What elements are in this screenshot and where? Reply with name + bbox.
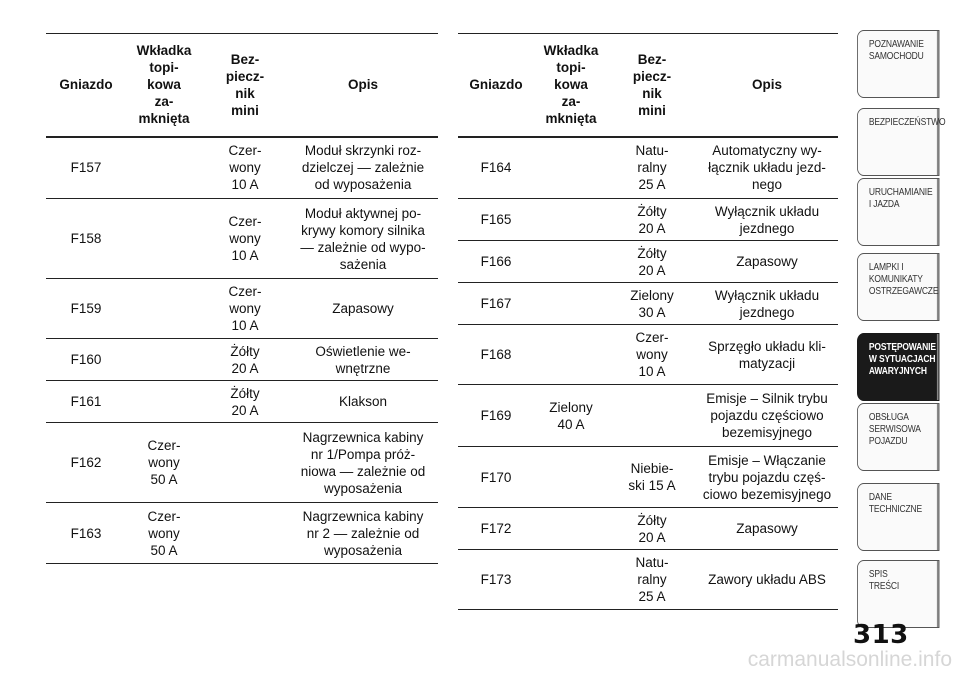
description-cell: Moduł aktywnej po- krywy komory silnika — zależnie od wypo- sażenia bbox=[288, 199, 438, 279]
socket-cell: F169 bbox=[458, 385, 534, 447]
socket-cell: F157 bbox=[46, 137, 126, 199]
closed-fuse-cell: Czer- wony 50 A bbox=[126, 503, 202, 564]
socket-cell: F167 bbox=[458, 283, 534, 325]
socket-cell: F168 bbox=[458, 325, 534, 385]
closed-fuse-cell bbox=[126, 137, 202, 199]
description-cell: Zawory układu ABS bbox=[696, 550, 838, 610]
socket-cell: F161 bbox=[46, 381, 126, 423]
table-row bbox=[46, 279, 438, 339]
table-row bbox=[46, 339, 438, 381]
header-description: Opis bbox=[696, 34, 838, 137]
chapter-tab-8[interactable]: SPIS TREŚCI bbox=[857, 560, 939, 628]
mini-fuse-cell: Żółty 20 A bbox=[202, 381, 288, 423]
closed-fuse-cell bbox=[534, 241, 608, 283]
socket-cell: F163 bbox=[46, 503, 126, 564]
socket-cell: F170 bbox=[458, 447, 534, 508]
table-row bbox=[458, 508, 838, 550]
page-number: 313 bbox=[853, 620, 909, 650]
description-cell: Emisje – Silnik trybu pojazdu częściowo bezemisyjnego bbox=[696, 385, 838, 447]
table-row bbox=[46, 423, 438, 503]
table-header-row bbox=[46, 34, 438, 137]
chapter-tab-6[interactable]: OBSŁUGA SERWISOWA POJAZDU bbox=[857, 403, 939, 471]
table-row bbox=[46, 199, 438, 279]
fuse-table-left bbox=[46, 33, 438, 564]
mini-fuse-cell bbox=[202, 503, 288, 564]
mini-fuse-cell bbox=[608, 385, 696, 447]
chapter-tab-5[interactable]: POSTĘPOWANIE W SYTUACJACH AWARYJNYCH bbox=[857, 333, 939, 401]
socket-cell: F162 bbox=[46, 423, 126, 503]
mini-fuse-cell bbox=[202, 423, 288, 503]
socket-cell: F160 bbox=[46, 339, 126, 381]
description-cell: Nagrzewnica kabiny nr 2 — zależnie od wyposażenia bbox=[288, 503, 438, 564]
description-cell: Zapasowy bbox=[288, 279, 438, 339]
chapter-tab-4[interactable]: LAMPKI I KOMUNIKATY OSTRZEGAWCZE bbox=[857, 253, 939, 321]
mini-fuse-cell: Żółty 20 A bbox=[608, 508, 696, 550]
mini-fuse-cell: Natu- ralny 25 A bbox=[608, 137, 696, 199]
header-socket: Gniazdo bbox=[458, 34, 534, 137]
description-cell: Moduł skrzynki roz- dzielczej — zależnie od wyposażenia bbox=[288, 137, 438, 199]
description-cell: Zapasowy bbox=[696, 241, 838, 283]
fuse-table-right-body bbox=[458, 137, 838, 610]
mini-fuse-cell: Czer- wony 10 A bbox=[608, 325, 696, 385]
table-row bbox=[46, 381, 438, 423]
closed-fuse-cell bbox=[534, 447, 608, 508]
description-cell: Wyłącznik układu jezdnego bbox=[696, 283, 838, 325]
socket-cell: F165 bbox=[458, 199, 534, 241]
socket-cell: F173 bbox=[458, 550, 534, 610]
closed-fuse-cell bbox=[126, 199, 202, 279]
description-cell: Klakson bbox=[288, 381, 438, 423]
header-mini-fuse: Bez- piecz- nik mini bbox=[202, 34, 288, 137]
table-row bbox=[458, 241, 838, 283]
mini-fuse-cell: Żółty 20 A bbox=[608, 199, 696, 241]
closed-fuse-cell bbox=[534, 199, 608, 241]
fuse-table-left-body bbox=[46, 137, 438, 564]
header-mini-fuse: Bez- piecz- nik mini bbox=[608, 34, 696, 137]
description-cell: Wyłącznik układu jezdnego bbox=[696, 199, 838, 241]
description-cell: Sprzęgło układu kli- matyzacji bbox=[696, 325, 838, 385]
socket-cell: F159 bbox=[46, 279, 126, 339]
header-description: Opis bbox=[288, 34, 438, 137]
chapter-tab-2[interactable]: BEZPIECZEŃSTWO bbox=[857, 108, 939, 176]
closed-fuse-cell bbox=[534, 283, 608, 325]
mini-fuse-cell: Czer- wony 10 A bbox=[202, 137, 288, 199]
closed-fuse-cell bbox=[126, 279, 202, 339]
table-row bbox=[458, 199, 838, 241]
chapter-tab-7[interactable]: DANE TECHNICZNE bbox=[857, 483, 939, 551]
closed-fuse-cell bbox=[126, 381, 202, 423]
closed-fuse-cell: Czer- wony 50 A bbox=[126, 423, 202, 503]
description-cell: Nagrzewnica kabiny nr 1/Pompa próż- niowa — zależnie od wyposażenia bbox=[288, 423, 438, 503]
mini-fuse-cell: Czer- wony 10 A bbox=[202, 199, 288, 279]
description-cell: Automatyczny wy- łącznik układu jezd- nego bbox=[696, 137, 838, 199]
chapter-tab-1[interactable]: POZNAWANIE SAMOCHODU bbox=[857, 30, 939, 98]
closed-fuse-cell bbox=[126, 339, 202, 381]
socket-cell: F158 bbox=[46, 199, 126, 279]
socket-cell: F172 bbox=[458, 508, 534, 550]
table-row bbox=[458, 137, 838, 199]
table-row bbox=[458, 447, 838, 508]
closed-fuse-cell bbox=[534, 137, 608, 199]
closed-fuse-cell bbox=[534, 508, 608, 550]
closed-fuse-cell bbox=[534, 325, 608, 385]
watermark: carmanualsonline.info bbox=[747, 648, 952, 671]
mini-fuse-cell: Żółty 20 A bbox=[608, 241, 696, 283]
socket-cell: F166 bbox=[458, 241, 534, 283]
mini-fuse-cell: Żółty 20 A bbox=[202, 339, 288, 381]
description-cell: Emisje – Włączanie trybu pojazdu częś- ciowo bezemisyjnego bbox=[696, 447, 838, 508]
table-row bbox=[46, 503, 438, 564]
description-cell: Zapasowy bbox=[696, 508, 838, 550]
table-row bbox=[46, 137, 438, 199]
socket-cell: F164 bbox=[458, 137, 534, 199]
mini-fuse-cell: Niebie- ski 15 A bbox=[608, 447, 696, 508]
table-row bbox=[458, 550, 838, 610]
closed-fuse-cell: Zielony 40 A bbox=[534, 385, 608, 447]
description-cell: Oświetlenie we- wnętrzne bbox=[288, 339, 438, 381]
mini-fuse-cell: Zielony 30 A bbox=[608, 283, 696, 325]
table-row bbox=[458, 283, 838, 325]
chapter-tab-3[interactable]: URUCHAMIANIE I JAZDA bbox=[857, 178, 939, 246]
mini-fuse-cell: Natu- ralny 25 A bbox=[608, 550, 696, 610]
closed-fuse-cell bbox=[534, 550, 608, 610]
fuse-table-right bbox=[458, 33, 838, 610]
table-row bbox=[458, 385, 838, 447]
table-row bbox=[458, 325, 838, 385]
header-closed-fuse: Wkładka topi- kowa za- mknięta bbox=[534, 34, 608, 137]
header-socket: Gniazdo bbox=[46, 34, 126, 137]
mini-fuse-cell: Czer- wony 10 A bbox=[202, 279, 288, 339]
header-closed-fuse: Wkładka topi- kowa za- mknięta bbox=[126, 34, 202, 137]
table-header-row bbox=[458, 34, 838, 137]
